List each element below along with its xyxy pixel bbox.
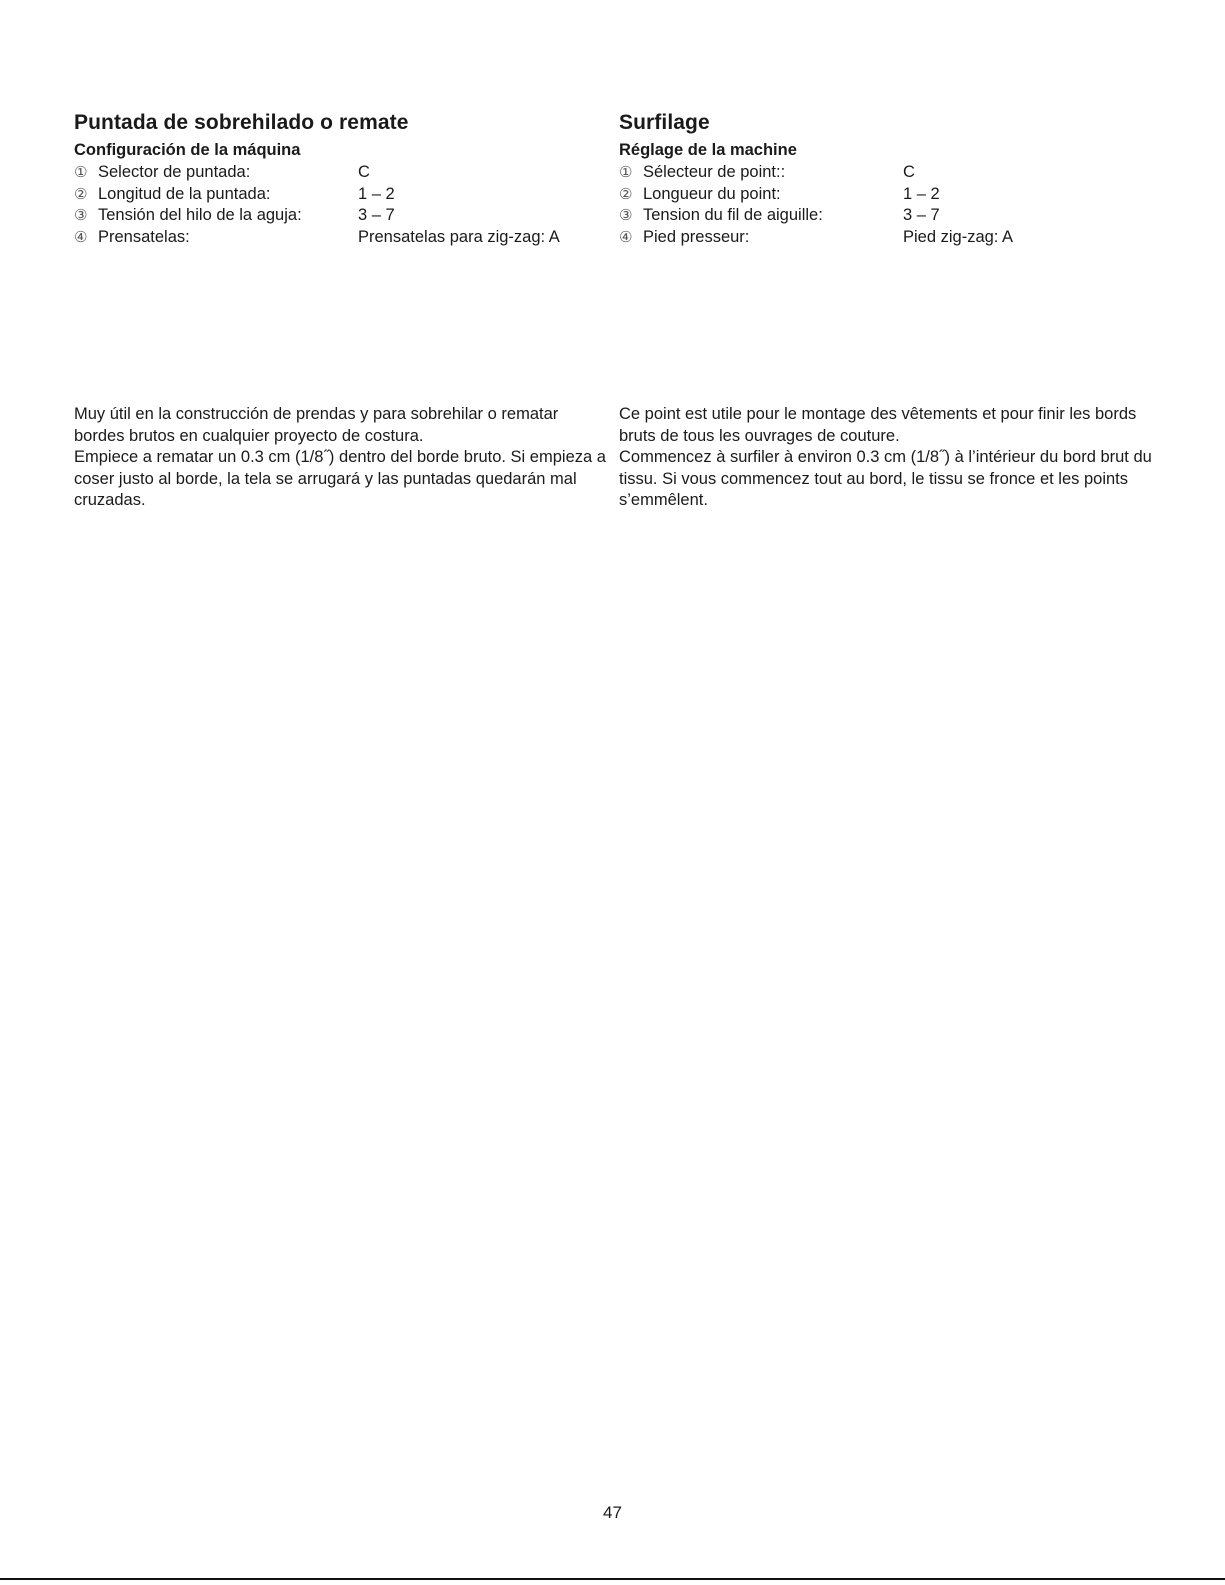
setting-label: Tension du fil de aiguille: xyxy=(643,206,823,224)
setting-label: Selector de puntada: xyxy=(98,163,251,181)
spanish-description xyxy=(74,404,610,512)
page-number: 47 xyxy=(603,1503,622,1522)
spanish-paragraph-1: Muy útil en la construcción de prendas y para sobrehilar o rematar bordes brutos en cualquier proyecto de costura. xyxy=(74,405,559,445)
circled-number-4: ④ xyxy=(619,228,633,246)
setting-value: C xyxy=(903,163,915,181)
setting-value: 1 – 2 xyxy=(903,184,940,203)
setting-label: Tensión del hilo de la aguja: xyxy=(98,206,302,224)
setting-value: Pied zig-zag: A xyxy=(903,227,1014,246)
circled-number-1: ① xyxy=(619,164,633,181)
french-settings-section xyxy=(619,108,1149,248)
setting-value: 3 – 7 xyxy=(358,206,395,224)
setting-label: Sélecteur de point:: xyxy=(643,163,786,181)
circled-number-1: ① xyxy=(74,164,88,181)
french-settings-list xyxy=(619,162,1149,248)
setting-row xyxy=(619,205,1149,227)
spanish-settings-list xyxy=(74,162,604,248)
spanish-paragraph-2: Empiece a rematar un 0.3 cm (1/8˝) dentro del borde bruto. Si empieza a coser justo al borde, la tela se arrugará y las puntadas quedarán mal cruzadas. xyxy=(74,448,606,509)
setting-label: Prensatelas: xyxy=(98,227,190,246)
spanish-title: Puntada de sobrehilado o remate xyxy=(74,111,409,134)
bottom-rule xyxy=(0,1578,1225,1580)
setting-value: 1 – 2 xyxy=(358,184,395,203)
spanish-settings-section xyxy=(74,108,604,248)
setting-value: 3 – 7 xyxy=(903,206,940,224)
setting-row xyxy=(74,184,604,206)
setting-label: Pied presseur: xyxy=(643,227,750,246)
setting-row xyxy=(74,205,604,227)
french-paragraph-2: Commencez à surfiler à environ 0.3 cm (1/8˝) à l’intérieur du bord brut du tissu. Si vous commencez tout au bord, le tissu se fronce et les points s’emmêlent. xyxy=(619,448,1152,509)
setting-label: Longitud de la puntada: xyxy=(98,184,271,203)
setting-row xyxy=(619,227,1149,249)
circled-number-3: ③ xyxy=(619,207,633,224)
spanish-subtitle: Configuración de la máquina xyxy=(74,141,301,159)
french-subtitle: Réglage de la machine xyxy=(619,141,797,159)
french-title: Surfilage xyxy=(619,111,710,134)
setting-value: C xyxy=(358,163,370,181)
setting-row xyxy=(74,162,604,184)
setting-row xyxy=(74,227,604,249)
setting-row xyxy=(619,184,1149,206)
french-description xyxy=(619,404,1155,512)
circled-number-3: ③ xyxy=(74,207,88,224)
circled-number-4: ④ xyxy=(74,228,88,246)
french-paragraph-1: Ce point est utile pour le montage des vêtements et pour finir les bords bruts de tous les ouvrages de couture. xyxy=(619,405,1137,445)
circled-number-2: ② xyxy=(619,185,633,203)
setting-value: Prensatelas para zig-zag: A xyxy=(358,227,560,246)
circled-number-2: ② xyxy=(74,185,88,203)
setting-row xyxy=(619,162,1149,184)
setting-label: Longueur du point: xyxy=(643,184,781,203)
